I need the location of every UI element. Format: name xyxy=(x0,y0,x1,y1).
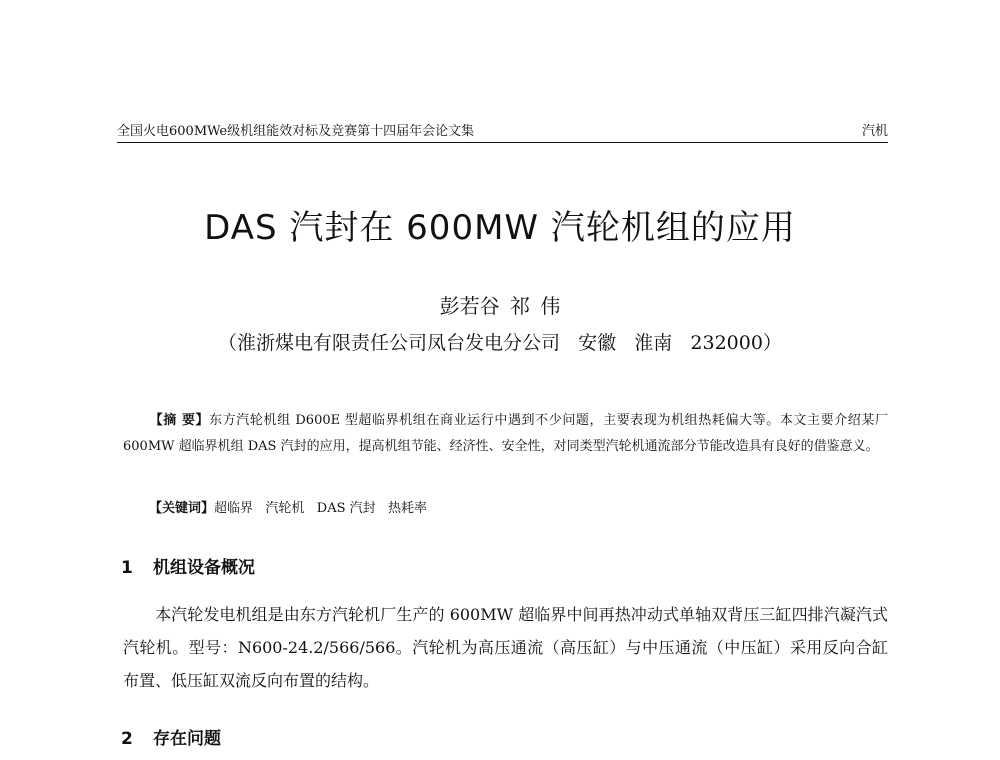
header-divider xyxy=(117,142,888,143)
abstract-label: 【摘 要】 xyxy=(149,413,210,428)
paragraph-text: 本汽轮发电机组是由东方汽轮机厂生产的 600MW 超临界中间再热冲动式单轴双背压三缸四排汽凝汽式汽轮机。型号：N600-24.2/566/566。汽轮机为高压通流（高压缸）与中压通流（中压缸）采用反向合缸布置、低压缸双流反向布置的结构。 xyxy=(123,605,888,690)
keywords-text: 超临界 汽轮机 DAS 汽封 热耗率 xyxy=(214,501,428,516)
section-title: 机组设备概况 xyxy=(153,558,255,578)
header-category: 汽机 xyxy=(861,124,888,139)
paper-title: DAS 汽封在 600MW 汽轮机组的应用 xyxy=(204,208,796,248)
abstract-text: 东方汽轮机组 D600E 型超临界机组在商业运行中遇到不少问题，主要表现为机组热耗偏大等。本文主要介绍某厂 600MW 超临界机组 DAS 汽封的应用，提高机组节能、经济性、安全性，对同类型汽轮机通流部分节能改造具有良好的借鉴意义。 xyxy=(123,413,888,454)
section-1-paragraph xyxy=(123,598,888,697)
affiliation: （淮浙煤电有限责任公司凤台发电分公司 安徽 淮南 232000） xyxy=(218,332,782,354)
keywords-label: 【关键词】 xyxy=(149,501,215,516)
running-header xyxy=(117,120,888,142)
section-heading-1 xyxy=(121,553,255,578)
abstract xyxy=(123,408,888,460)
section-heading-2 xyxy=(121,724,221,749)
section-number: 1 xyxy=(121,558,133,578)
keywords xyxy=(123,496,888,522)
authors: 彭若谷 祁 伟 xyxy=(439,294,561,318)
section-number: 2 xyxy=(121,729,133,749)
section-title: 存在问题 xyxy=(153,729,221,749)
header-proceedings-title: 全国火电600MWe级机组能效对标及竞赛第十四届年会论文集 xyxy=(117,124,475,139)
